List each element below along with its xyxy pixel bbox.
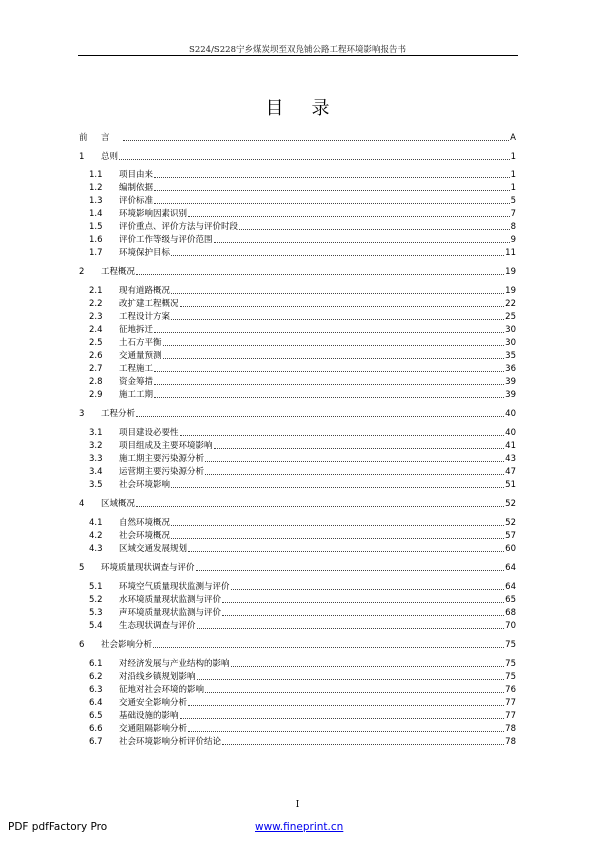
toc-number: 6.5 — [89, 711, 103, 721]
toc-leader-dots — [231, 666, 505, 667]
toc-page: 22 — [505, 299, 516, 309]
toc-leader-dots — [136, 274, 504, 275]
toc-page: 78 — [505, 737, 516, 747]
toc-page: 60 — [505, 544, 516, 554]
toc-page: 25 — [505, 312, 516, 322]
toc-label: 评价重点、评价方法与评价时段 — [119, 222, 239, 232]
toc-leader-dots — [214, 242, 510, 243]
toc-subentry[interactable] — [79, 670, 516, 682]
toc-leader-dots — [188, 731, 504, 732]
toc-number: 2.4 — [89, 325, 103, 335]
toc-subentry[interactable] — [79, 619, 516, 631]
toc-leader-dots — [197, 679, 505, 680]
toc-leader-dots — [154, 371, 504, 372]
toc-number: 3.4 — [89, 467, 103, 477]
toc-number: 4.2 — [89, 531, 103, 541]
toc-leader-dots — [205, 474, 504, 475]
toc-subentry[interactable] — [79, 375, 516, 387]
toc-number: 6 — [79, 640, 85, 650]
toc-leader-dots — [239, 229, 510, 230]
toc-leader-dots — [180, 306, 505, 307]
toc-subentry[interactable] — [79, 310, 516, 322]
toc-label: 自然环境概况 — [119, 518, 171, 528]
toc-label: 改扩建工程概况 — [119, 299, 179, 309]
toc-subentry[interactable] — [79, 233, 516, 245]
toc-page: 68 — [505, 608, 516, 618]
toc-subentry[interactable] — [79, 452, 516, 464]
toc-number: 5.3 — [89, 608, 103, 618]
toc-label: 交通量预测 — [119, 351, 162, 361]
toc-label: 环境影响因素识别 — [119, 209, 188, 219]
toc-page: 41 — [505, 441, 516, 451]
toc-subentry[interactable] — [79, 246, 516, 258]
toc-leader-dots — [188, 216, 510, 217]
toc-leader-dots — [214, 448, 505, 449]
toc-page: 43 — [505, 454, 516, 464]
toc-label: 声环境质量现状监测与评价 — [119, 608, 222, 618]
toc-page: 52 — [505, 499, 516, 509]
toc-subentry[interactable] — [79, 593, 516, 605]
toc-label: 生态现状调查与评价 — [119, 621, 196, 631]
toc-page: 19 — [505, 267, 516, 277]
toc-page: 5 — [510, 196, 516, 206]
toc-entry[interactable] — [79, 265, 516, 277]
toc-leader-dots — [154, 384, 504, 385]
toc-number: 6.1 — [89, 659, 103, 669]
toc-page: A — [510, 133, 516, 143]
toc-number: 4.1 — [89, 518, 103, 528]
toc-subentry[interactable] — [79, 657, 516, 669]
toc-label: 评价标准 — [119, 196, 154, 206]
toc-page: 1 — [510, 152, 516, 162]
toc-leader-dots — [222, 615, 504, 616]
toc-page: 7 — [510, 209, 516, 219]
toc-leader-dots — [154, 332, 504, 333]
toc-leader-dots — [222, 744, 504, 745]
toc-page: 64 — [505, 563, 516, 573]
toc-page: 77 — [505, 711, 516, 721]
toc-page: 40 — [505, 409, 516, 419]
toc-label: 对经济发展与产业结构的影响 — [119, 659, 230, 669]
toc-leader-dots — [136, 416, 504, 417]
toc-subentry[interactable] — [79, 349, 516, 361]
toc-label: 运营期主要污染源分析 — [119, 467, 205, 477]
toc-label: 征地对社会环境的影响 — [119, 685, 205, 695]
toc-label: 言 — [101, 133, 122, 143]
toc-label: 工程施工 — [119, 364, 154, 374]
toc-subentry[interactable] — [79, 696, 516, 708]
header-rule — [78, 55, 518, 56]
toc-number: 6.7 — [89, 737, 103, 747]
toc-label: 工程设计方案 — [119, 312, 171, 322]
toc-leader-dots — [154, 190, 510, 191]
toc-subentry[interactable] — [79, 465, 516, 477]
toc-number: 3.1 — [89, 428, 103, 438]
toc-leader-dots — [197, 628, 505, 629]
toc-page: 77 — [505, 698, 516, 708]
toc-number: 1 — [79, 152, 85, 162]
toc-label: 评价工作等级与评价范围 — [119, 235, 213, 245]
toc-label: 水环境质量现状监测与评价 — [119, 595, 222, 605]
toc-subentry[interactable] — [79, 606, 516, 618]
toc-number: 5.2 — [89, 595, 103, 605]
toc-label: 现有道路概况 — [119, 286, 171, 296]
toc-number: 6.2 — [89, 672, 103, 682]
toc-page: 64 — [505, 582, 516, 592]
toc-label: 环境保护目标 — [119, 248, 171, 258]
toc-leader-dots — [171, 293, 504, 294]
toc-leader-dots — [163, 345, 505, 346]
toc-page: 9 — [510, 235, 516, 245]
toc-number: 1.6 — [89, 235, 103, 245]
toc-subentry[interactable] — [79, 297, 516, 309]
toc-page: 39 — [505, 390, 516, 400]
toc-subentry[interactable] — [79, 683, 516, 695]
toc-subentry[interactable] — [79, 516, 516, 528]
toc-subentry[interactable] — [79, 478, 516, 490]
toc-leader-dots — [119, 159, 510, 160]
toc-number: 前 — [79, 133, 88, 143]
toc-leader-dots — [196, 570, 505, 571]
toc-label: 交通安全影响分析 — [119, 698, 188, 708]
toc-number: 1.1 — [89, 170, 103, 180]
toc-label: 社会环境影响分析评价结论 — [119, 737, 222, 747]
toc-entry[interactable] — [79, 561, 516, 573]
toc-subentry[interactable] — [79, 542, 516, 554]
toc-label: 社会影响分析 — [101, 640, 153, 650]
toc-number: 5.4 — [89, 621, 103, 631]
toc-number: 1.7 — [89, 248, 103, 258]
toc-page: 40 — [505, 428, 516, 438]
toc-subentry[interactable] — [79, 529, 516, 541]
toc-label: 资金筹措 — [119, 377, 154, 387]
toc-number: 3 — [79, 409, 85, 419]
toc-leader-dots — [222, 602, 504, 603]
toc-page: 30 — [505, 325, 516, 335]
toc-number: 2.3 — [89, 312, 103, 322]
footer-pdf-label: PDF pdfFactory Pro — [8, 821, 108, 833]
toc-page: 65 — [505, 595, 516, 605]
toc-entry[interactable] — [79, 638, 516, 650]
toc-number: 2.7 — [89, 364, 103, 374]
toc-page: 75 — [505, 659, 516, 669]
toc-leader-dots — [163, 358, 505, 359]
toc-number: 2.2 — [89, 299, 103, 309]
toc-label: 项目组成及主要环境影响 — [119, 441, 213, 451]
toc-label: 工程概况 — [101, 267, 136, 277]
toc-subentry[interactable] — [79, 722, 516, 734]
toc-subentry[interactable] — [79, 323, 516, 335]
toc-label: 环境质量现状调查与评价 — [101, 563, 195, 573]
toc-number: 4 — [79, 499, 85, 509]
toc-label: 征地拆迁 — [119, 325, 154, 335]
page-title: 目录 — [265, 98, 358, 119]
toc-page: 51 — [505, 480, 516, 490]
toc-number: 5 — [79, 563, 85, 573]
toc-page: 30 — [505, 338, 516, 348]
toc-subentry[interactable] — [79, 336, 516, 348]
toc-subentry[interactable] — [79, 362, 516, 374]
toc-label: 基础设施的影响 — [119, 711, 179, 721]
toc-page: 78 — [505, 724, 516, 734]
toc-label: 环境空气质量现状监测与评价 — [119, 582, 230, 592]
toc-label: 项目建设必要性 — [119, 428, 179, 438]
toc-leader-dots — [171, 525, 504, 526]
toc-number: 2.5 — [89, 338, 103, 348]
toc-label: 项目由来 — [119, 170, 154, 180]
toc-number: 2.1 — [89, 286, 103, 296]
toc-leader-dots — [153, 647, 504, 648]
toc-subentry[interactable] — [79, 580, 516, 592]
toc-leader-dots — [171, 538, 504, 539]
toc-label: 区域交通发展规划 — [119, 544, 188, 554]
toc-label: 施工期主要污染源分析 — [119, 454, 205, 464]
toc-label: 对沿线乡镇规划影响 — [119, 672, 196, 682]
toc-page: 1 — [510, 183, 516, 193]
toc-label: 编制依据 — [119, 183, 154, 193]
toc-number: 4.3 — [89, 544, 103, 554]
toc-subentry[interactable] — [79, 207, 516, 219]
toc-number: 2 — [79, 267, 85, 277]
toc-number: 1.4 — [89, 209, 103, 219]
toc-subentry[interactable] — [79, 168, 516, 180]
toc-leader-dots — [231, 589, 505, 590]
toc-page: 75 — [505, 672, 516, 682]
toc-subentry[interactable] — [79, 709, 516, 721]
toc-leader-dots — [180, 435, 505, 436]
toc-subentry[interactable] — [79, 388, 516, 400]
toc-leader-dots — [171, 487, 504, 488]
toc-label: 区域概况 — [101, 499, 136, 509]
toc-subentry[interactable] — [79, 439, 516, 451]
toc-leader-dots — [188, 705, 504, 706]
toc-number: 3.3 — [89, 454, 103, 464]
toc-number: 1.5 — [89, 222, 103, 232]
footer-link[interactable]: www.fineprint.cn — [255, 821, 344, 833]
toc-page: 52 — [505, 518, 516, 528]
page-number: I — [295, 800, 300, 810]
toc-page: 19 — [505, 286, 516, 296]
toc-page: 76 — [505, 685, 516, 695]
toc-page: 57 — [505, 531, 516, 541]
toc-page: 75 — [505, 640, 516, 650]
running-header: S224/S228宁乡煤炭坝至双凫铺公路工程环境影响报告书 — [189, 45, 406, 55]
toc-number: 2.8 — [89, 377, 103, 387]
toc-label: 交通阻隔影响分析 — [119, 724, 188, 734]
toc-leader-dots — [154, 203, 510, 204]
toc-leader-dots — [136, 506, 504, 507]
toc-number: 3.2 — [89, 441, 103, 451]
toc-entry[interactable] — [79, 407, 516, 419]
toc-label: 社会环境概况 — [119, 531, 171, 541]
toc-page: 47 — [505, 467, 516, 477]
toc-subentry[interactable] — [79, 284, 516, 296]
toc-page: 39 — [505, 377, 516, 387]
toc-subentry[interactable] — [79, 735, 516, 747]
toc-page: 1 — [510, 170, 516, 180]
toc-entry[interactable] — [79, 150, 516, 162]
toc-page: 35 — [505, 351, 516, 361]
toc-number: 1.2 — [89, 183, 103, 193]
toc-number: 3.5 — [89, 480, 103, 490]
toc-number: 6.3 — [89, 685, 103, 695]
toc-number: 6.6 — [89, 724, 103, 734]
toc-subentry[interactable] — [79, 426, 516, 438]
toc-subentry[interactable] — [79, 181, 516, 193]
toc-leader-dots — [171, 255, 504, 256]
toc-label: 工程分析 — [101, 409, 136, 419]
toc-number: 1.3 — [89, 196, 103, 206]
toc-label: 社会环境影响 — [119, 480, 171, 490]
toc-entry[interactable] — [79, 131, 516, 143]
toc-entry[interactable] — [79, 497, 516, 509]
toc-page: 70 — [505, 621, 516, 631]
toc-label: 施工工期 — [119, 390, 154, 400]
toc-page: 8 — [510, 222, 516, 232]
toc-label: 土石方平衡 — [119, 338, 162, 348]
toc-leader-dots — [188, 551, 504, 552]
toc-leader-dots — [205, 461, 504, 462]
toc-number: 5.1 — [89, 582, 103, 592]
toc-label: 总则 — [101, 152, 119, 162]
toc-subentry[interactable] — [79, 220, 516, 232]
toc-leader-dots — [205, 692, 504, 693]
toc-page: 36 — [505, 364, 516, 374]
toc-page: 11 — [505, 248, 516, 258]
toc-number: 6.4 — [89, 698, 103, 708]
toc-leader-dots — [154, 397, 504, 398]
toc-number: 2.9 — [89, 390, 103, 400]
toc-leader-dots — [180, 718, 505, 719]
toc-leader-dots — [154, 177, 510, 178]
toc-number: 2.6 — [89, 351, 103, 361]
toc-leader-dots — [123, 140, 510, 141]
toc-leader-dots — [171, 319, 504, 320]
toc-subentry[interactable] — [79, 194, 516, 206]
